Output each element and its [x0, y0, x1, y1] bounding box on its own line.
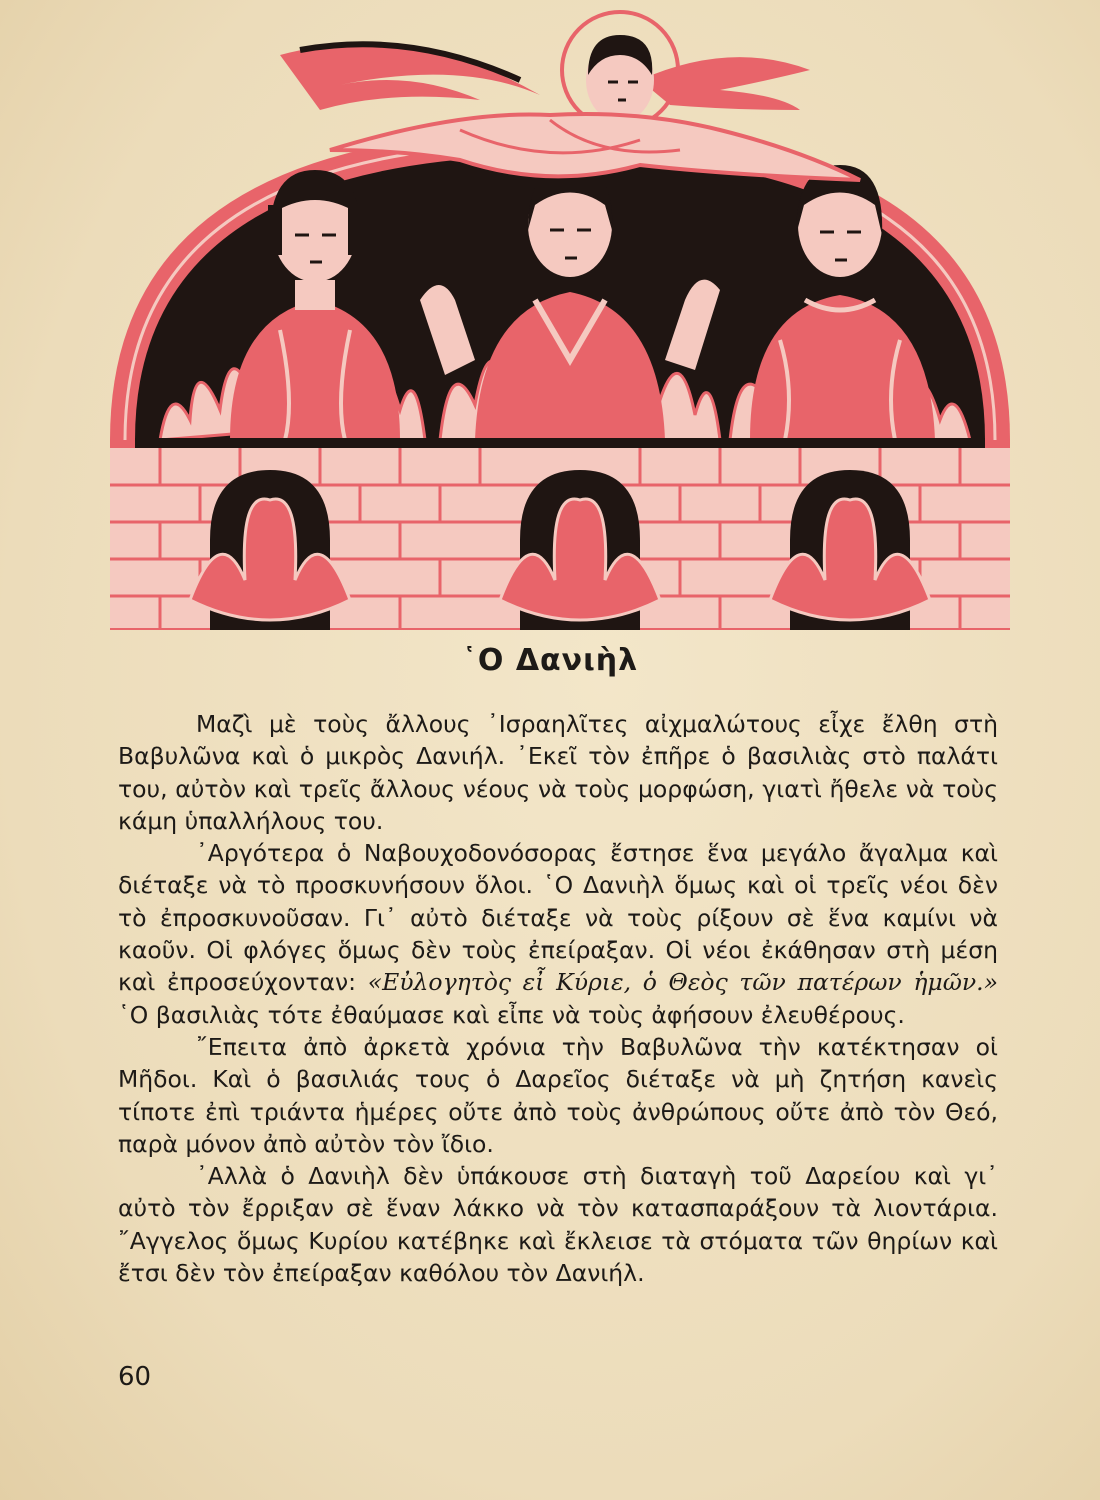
illustration-three-youths-in-furnace — [80, 0, 1040, 640]
paragraph-2-text: ᾿Αργότερα ὁ Ναβουχοδονόσορας ἔστησε ἕνα μεγάλο ἄγαλμα καὶ διέταξε νὰ τὸ προσκυνήσουν ὅλοι. ῾Ο Δανιὴλ ὅμως καὶ οἱ τρεῖς νέοι δὲν τὸ ἐπροσκυνοῦσαν. Γι᾿ αὐτὸ διέταξε νὰ τοὺς ρίξουν σὲ ἕνα καμίνι νὰ καοῦν. Οἱ φλόγες ὅμως δὲν τοὺς ἐπείραξαν. Οἱ νέοι ἐκάθησαν στὴ μέση καὶ ἐπροσεύχονταν: — [118, 839, 998, 997]
paragraph-2-end: ῾Ο βασιλιὰς τότε ἐθαύμασε καὶ εἶπε νὰ τοὺς ἀφήσουν ἐλευθέρους. — [118, 1000, 905, 1029]
page-number: 60 — [118, 1362, 152, 1392]
paragraph-3: ῎Επειτα ἀπὸ ἀρκετὰ χρόνια τὴν Βαβυλῶνα τὴν κατέκτησαν οἱ Μῆδοι. Καὶ ὁ βασιλιάς τους ὁ Δαρεῖος διέταξε νὰ μὴ ζητήση κανεὶς τίποτε ἐπὶ τριάντα ἡμέρες οὔτε ἀπὸ τοὺς ἀνθρώπους οὔτε ἀπὸ τὸν Θεό, παρὰ μόνον ἀπὸ αὐτὸν τὸν ἴδιο. — [118, 1032, 998, 1158]
prayer-quote: «Εὐλογητὸς εἶ Κύριε, ὁ Θεὸς τῶν πατέρων ἡμῶν.» — [367, 968, 998, 997]
paragraph-1: Μαζὶ μὲ τοὺς ἄλλους ᾿Ισραηλῖτες αἰχμαλώτους εἶχε ἔλθη στὴ Βαβυλῶνα καὶ ὁ μικρὸς Δανιήλ. ᾿Εκεῖ τὸν ἐπῆρε ὁ βασιλιὰς στὸ παλάτι του, αὐτὸν καὶ τρεῖς ἄλλους νέους νὰ τοὺς μορφώση, γιατὶ ἤθελε νὰ τοὺς κάμη ὑπαλλήλους του. — [118, 710, 998, 835]
body-text — [118, 708, 998, 1289]
paragraph-2 — [118, 837, 998, 1031]
ledge — [135, 438, 985, 448]
paragraph-4: ᾿Αλλὰ ὁ Δανιὴλ δὲν ὑπάκουσε στὴ διαταγὴ τοῦ Δαρείου καὶ γι᾿ αὐτὸ τὸν ἔρριξαν σὲ ἕναν λάκκο νὰ τὸν κατασπαράξουν τὰ λιοντάρια. ῎Αγγελος ὅμως Κυρίου κατέβηκε καὶ ἔκλεισε τὰ στόματα τῶν θηρίων καὶ ἔτσι δὲν τὸν ἐπείραξαν καθόλου τὸν Δανιήλ. — [118, 1162, 998, 1288]
chapter-title: ῾Ο Δανιὴλ — [461, 643, 639, 678]
